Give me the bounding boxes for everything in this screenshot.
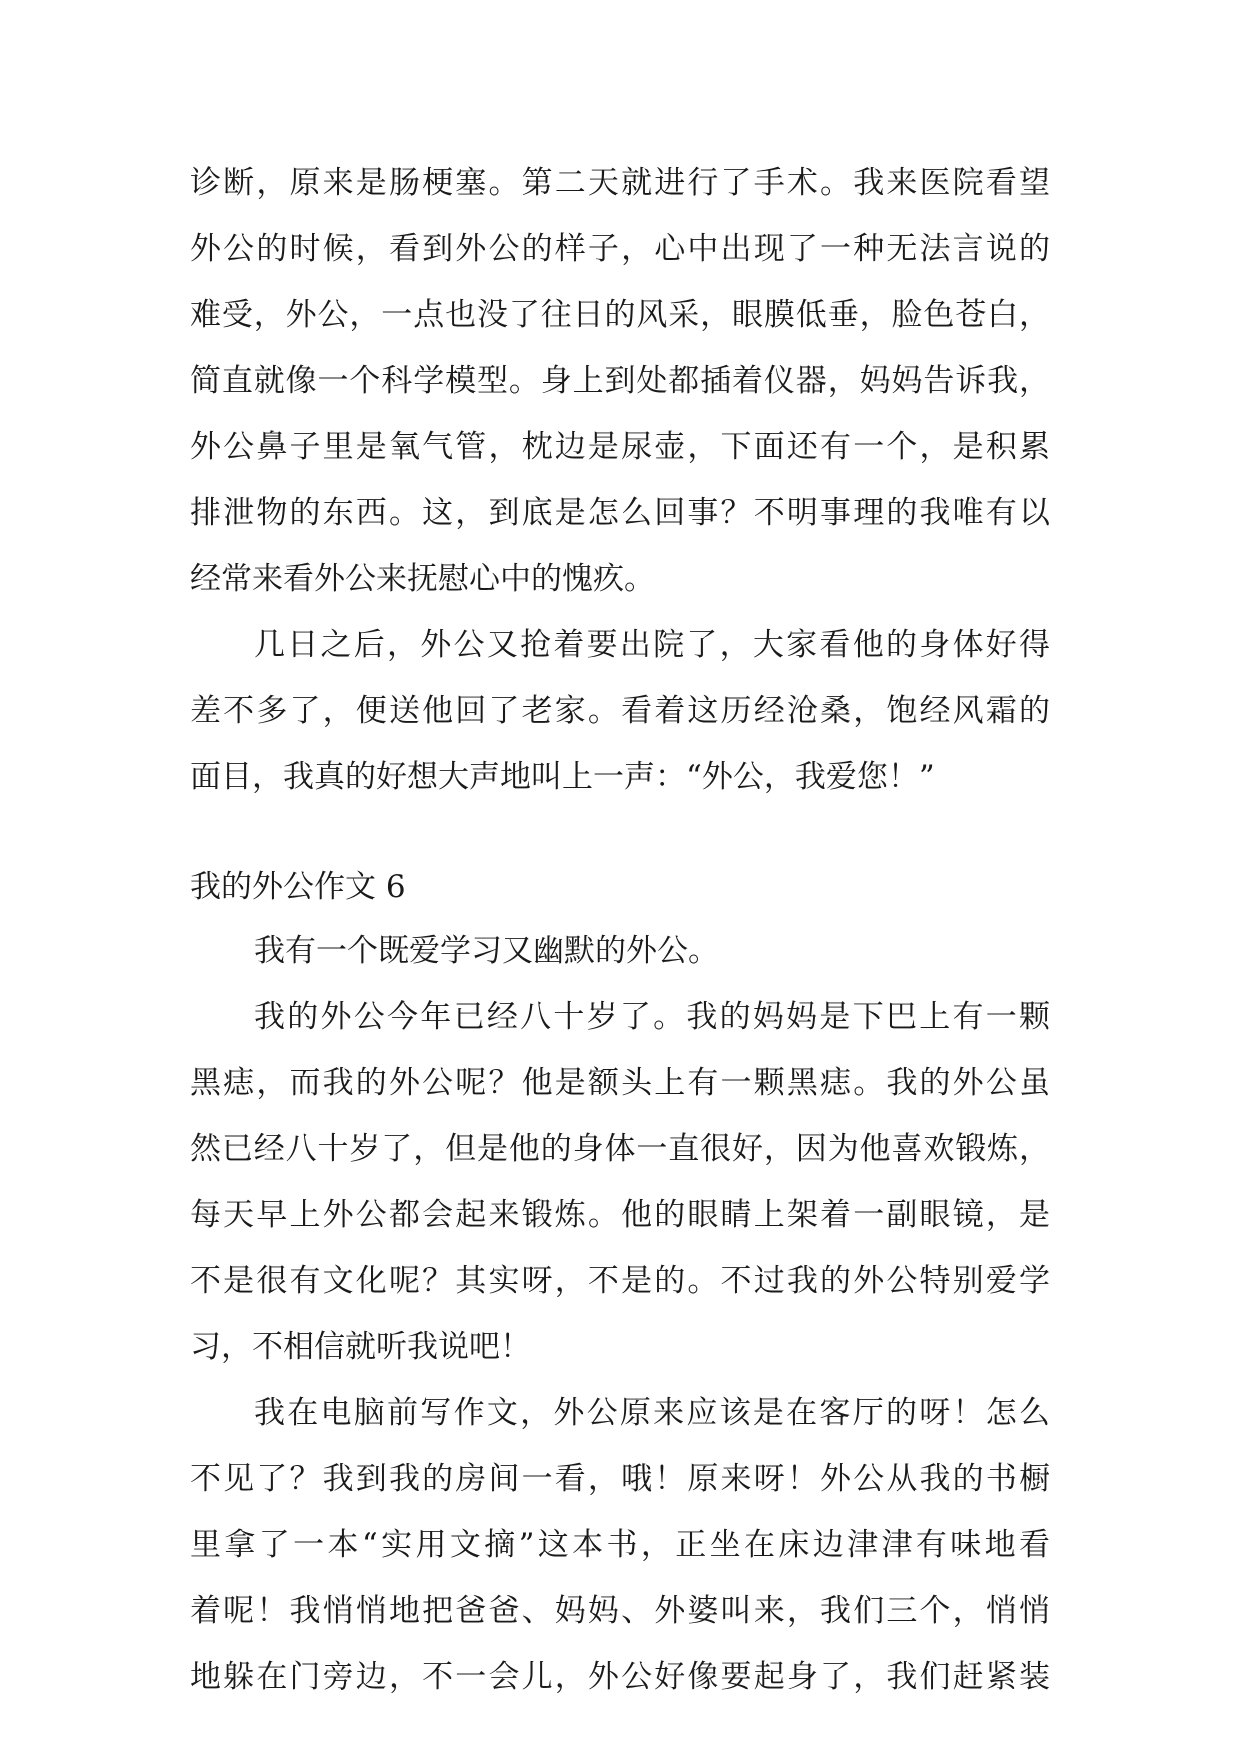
text-line: 我的外公今年已经八十岁了。我的妈妈是下巴上有一颗: [254, 999, 1050, 1035]
text-line: 里拿了一本“实用文摘”这本书，正坐在床边津津有味地看: [190, 1527, 1050, 1563]
document-page: [190, 150, 1050, 1710]
paragraph: [190, 612, 1050, 810]
paragraph: [190, 984, 1050, 1380]
text-line: 面目，我真的好想大声地叫上一声：“外公，我爱您！”: [190, 759, 935, 795]
text-line: 不见了？我到我的房间一看，哦！原来呀！外公从我的书橱: [190, 1461, 1050, 1497]
paragraph: [190, 918, 1050, 984]
text-line: 经常来看外公来抚慰心中的愧疚。: [190, 561, 655, 597]
text-line: 诊断，原来是肠梗塞。第二天就进行了手术。我来医院看望: [190, 165, 1050, 201]
text-line: 简直就像一个科学模型。身上到处都插着仪器，妈妈告诉我，: [190, 363, 1050, 399]
text-line: 地躲在门旁边，不一会儿，外公好像要起身了，我们赶紧装: [190, 1659, 1050, 1695]
text-line: 每天早上外公都会起来锻炼。他的眼睛上架着一副眼镜，是: [190, 1197, 1050, 1233]
paragraph: [190, 1380, 1050, 1710]
text-line: 难受，外公，一点也没了往日的风采，眼膜低垂，脸色苍白，: [190, 297, 1050, 333]
text-line: 着呢！我悄悄地把爸爸、妈妈、外婆叫来，我们三个，悄悄: [190, 1593, 1050, 1629]
text-line: 几日之后，外公又抢着要出院了，大家看他的身体好得: [254, 627, 1050, 663]
text-line: 我有一个既爱学习又幽默的外公。: [254, 933, 719, 969]
text-line: 习，不相信就听我说吧！: [190, 1329, 531, 1365]
text-line: 不是很有文化呢？其实呀，不是的。不过我的外公特别爱学: [190, 1263, 1050, 1299]
text-line: 黑痣，而我的外公呢？他是额头上有一颗黑痣。我的外公虽: [190, 1065, 1050, 1101]
paragraph: [190, 150, 1050, 612]
text-line: 差不多了，便送他回了老家。看着这历经沧桑，饱经风霜的: [190, 693, 1050, 729]
text-line: 我在电脑前写作文，外公原来应该是在客厅的呀！怎么: [254, 1395, 1050, 1431]
section-gap: [190, 810, 1050, 856]
text-line: 然已经八十岁了，但是他的身体一直很好，因为他喜欢锻炼，: [190, 1131, 1050, 1167]
text-line: 外公鼻子里是氧气管，枕边是尿壶，下面还有一个，是积累: [190, 429, 1050, 465]
text-line: 外公的时候，看到外公的样子，心中出现了一种无法言说的: [190, 231, 1050, 267]
essay-title: 我的外公作文 6: [190, 869, 406, 905]
text-line: 排泄物的东西。这，到底是怎么回事？不明事理的我唯有以: [190, 495, 1050, 531]
